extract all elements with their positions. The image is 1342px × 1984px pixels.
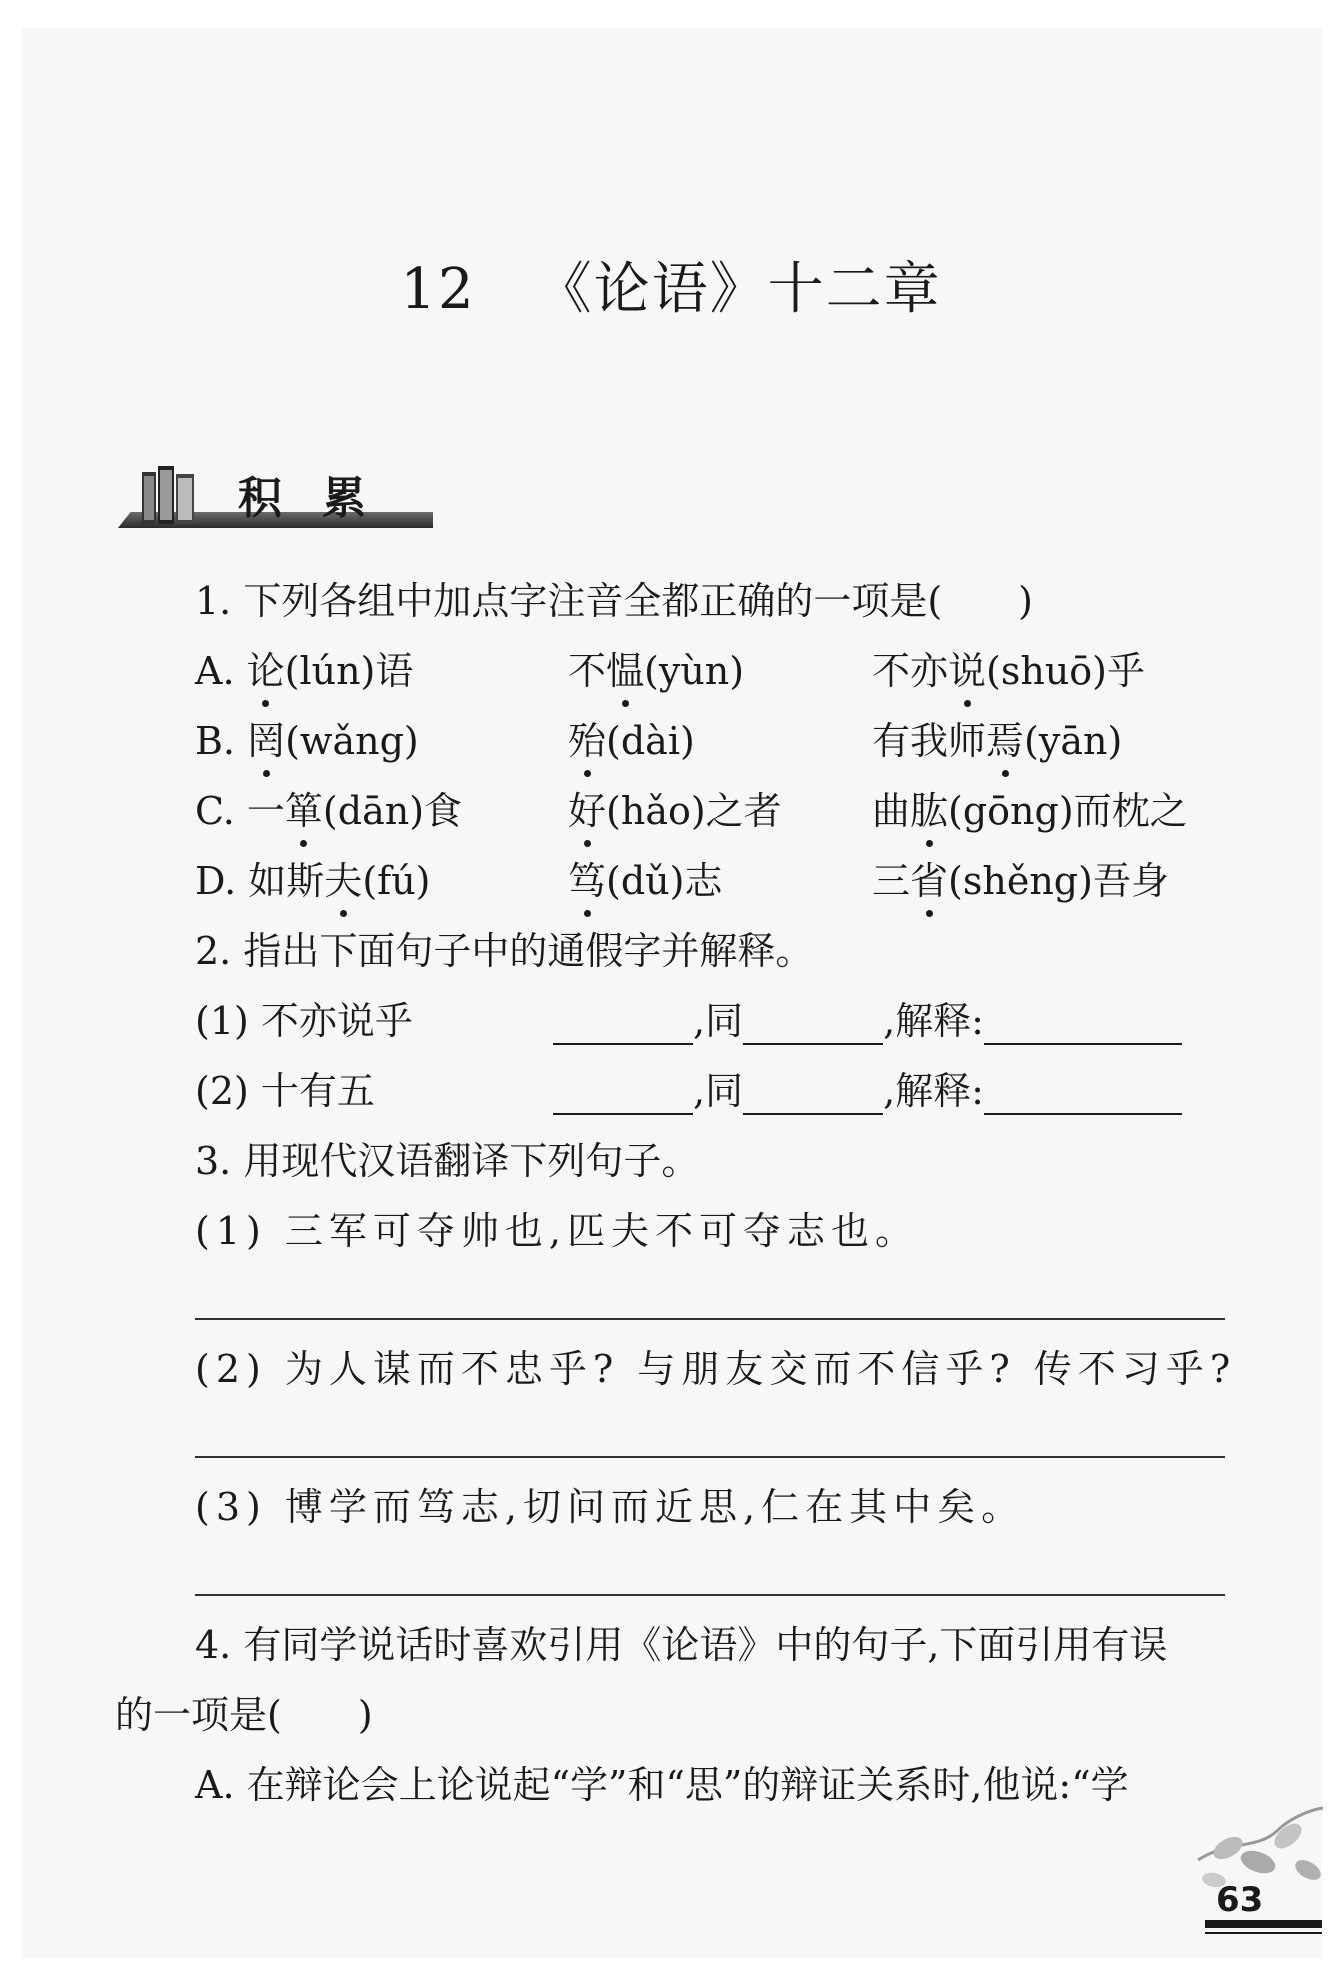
page-number-bar (1205, 1920, 1322, 1928)
q1-option-a[interactable] (195, 640, 413, 695)
q2-1-explain-blank[interactable] (984, 1007, 1182, 1045)
lesson-title (0, 245, 1342, 325)
page-number-line (1205, 1932, 1322, 1934)
q1-option-d-item-2 (568, 850, 722, 905)
q2-item-1-answer: ,同 ,解释: (553, 990, 1182, 1045)
dotted-char: 肱 (910, 789, 949, 833)
q2-1-char-blank[interactable] (553, 1007, 693, 1045)
q1-option-d[interactable] (195, 850, 431, 905)
option-text: (shuō)乎 (986, 649, 1146, 693)
option-text: (shěng)吾身 (948, 859, 1169, 903)
q3-stem: 3. 用现代汉语翻译下列句子。 (195, 1139, 700, 1183)
dotted-char: 省 (910, 859, 949, 903)
q2-item-label: (2) 十有五 (195, 1069, 375, 1113)
option-text: 如斯 (248, 859, 325, 903)
q3-answer-line-3[interactable] (195, 1594, 1225, 1596)
q2-item-2-answer: ,同 ,解释: (553, 1060, 1182, 1115)
q1-option-d-item-3 (872, 850, 1169, 905)
q1-option-a-item-2 (568, 640, 744, 695)
option-text: 有我师 (872, 719, 987, 763)
q1-option-a-item-3 (872, 640, 1145, 695)
q1-option-c[interactable] (195, 780, 462, 835)
q1-option-b[interactable] (195, 710, 419, 765)
option-text: 一 (246, 789, 285, 833)
q2-1-same-blank[interactable] (743, 1007, 883, 1045)
q1-option-b-item-2 (568, 710, 695, 765)
dotted-char: 夫 (324, 859, 363, 903)
q2-item-2 (195, 1060, 375, 1115)
option-text: (yùn) (644, 649, 745, 693)
dotted-char: 焉 (986, 719, 1025, 763)
option-text: 三 (872, 859, 911, 903)
q1-option-c-item-3 (872, 780, 1188, 835)
dotted-char: 罔 (247, 719, 286, 763)
option-text: (hǎo)之者 (606, 789, 782, 833)
q4-stem-line2: 的一项是( ) (115, 1693, 373, 1737)
q3-answer-line-1[interactable] (195, 1318, 1225, 1320)
dotted-char: 好 (568, 789, 607, 833)
option-text: (lún)语 (284, 649, 414, 693)
dotted-char: 说 (948, 649, 987, 693)
section-header (118, 462, 433, 532)
q2-2-same-blank[interactable] (743, 1077, 883, 1115)
option-text: (yān) (1024, 719, 1123, 763)
section-label: 积累 (238, 473, 406, 524)
option-letter: C. (195, 789, 247, 833)
q3-answer-line-2[interactable] (195, 1456, 1225, 1458)
q2-item-label: (1) 不亦说乎 (195, 999, 413, 1043)
q4-option-a: A. 在辩论会上论说起“学”和“思”的辩证关系时,他说:“学 (195, 1763, 1129, 1807)
q2-item-1 (195, 990, 413, 1045)
q3-item-3: (3) 博学而笃志,切问而近思,仁在其中矣。 (195, 1485, 1026, 1529)
page-number: 63 (1216, 1880, 1264, 1920)
lesson-number: 12 (400, 257, 476, 322)
dotted-char: 笃 (568, 859, 607, 903)
q3-item-1: (1) 三军可夺帅也,匹夫不可夺志也。 (195, 1209, 919, 1253)
dotted-char: 论 (246, 649, 285, 693)
q3-item-2: (2) 为人谋而不忠乎? 与朋友交而不信乎? 传不习乎? (195, 1347, 1237, 1391)
option-text: (gōng)而枕之 (948, 789, 1188, 833)
option-text: 曲 (872, 789, 911, 833)
dotted-char: 箪 (284, 789, 323, 833)
q1-stem: 1. 下列各组中加点字注音全都正确的一项是( ) (195, 579, 1033, 623)
lesson-name: 《论语》十二章 (535, 257, 942, 322)
option-letter: A. (195, 649, 247, 693)
option-text: (fú) (362, 859, 431, 903)
option-text: (wǎng) (285, 719, 419, 763)
q1-option-c-item-2 (568, 780, 782, 835)
dotted-char: 愠 (606, 649, 645, 693)
dotted-char: 殆 (568, 719, 607, 763)
q2-stem: 2. 指出下面句子中的通假字并解释。 (195, 929, 814, 973)
option-letter: B. (195, 719, 248, 763)
option-text: (dài) (606, 719, 695, 763)
q2-2-explain-blank[interactable] (984, 1077, 1182, 1115)
option-letter: D. (195, 859, 249, 903)
option-text: 不 (568, 649, 607, 693)
option-text: (dān)食 (322, 789, 463, 833)
option-text: 不亦 (872, 649, 949, 693)
option-text: (dǔ)志 (606, 859, 723, 903)
books-icon (140, 464, 198, 526)
q4-stem-line1: 4. 有同学说话时喜欢引用《论语》中的句子,下面引用有误 (195, 1623, 1168, 1667)
q1-option-b-item-3 (872, 710, 1122, 765)
q2-2-char-blank[interactable] (553, 1077, 693, 1115)
